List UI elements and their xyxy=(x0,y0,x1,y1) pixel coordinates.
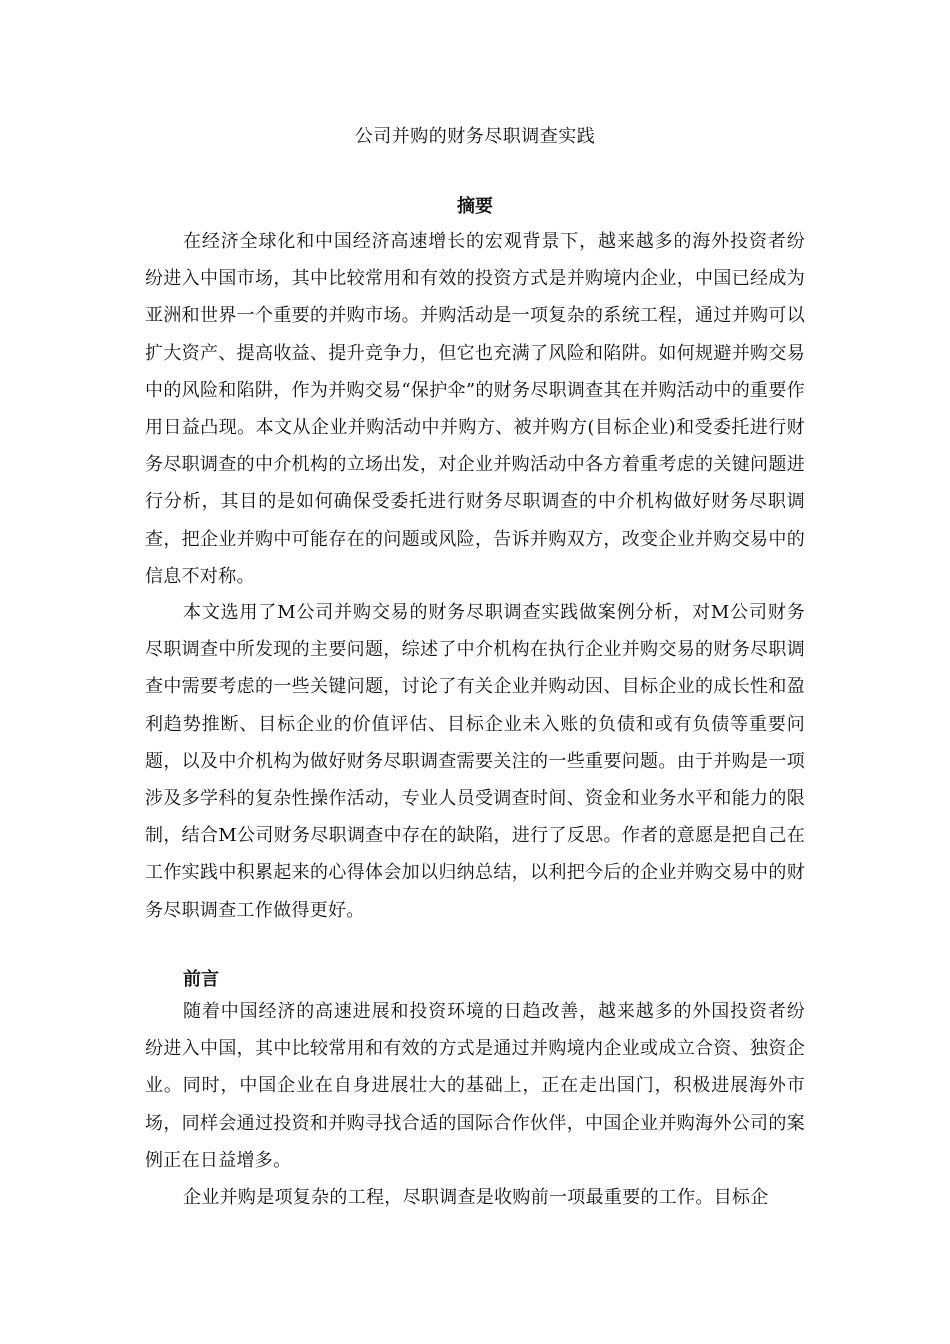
document-title: 公司并购的财务尽职调查实践 xyxy=(354,126,596,147)
preface-paragraph-1: 随着中国经济的高速进展和投资环境的日趋改善，越来越多的外国投资者纷纷进入中国，其中比较常用和有效的方式是通过并购境内企业或成立合资、独资企业。同时，中国企业在自身进展壮大的基础上，正在走出国门，积极进展海外市场，同样会通过投资和并购寻找合适的国际合作伙伴，中国企业并购海外公司的案例正在日益增多。 xyxy=(145,1001,805,1171)
abstract-paragraph-1: 在经济全球化和中国经济高速增长的宏观背景下，越来越多的海外投资者纷纷进入中国市场，其中比较常用和有效的投资方式是并购境内企业，中国已经成为亚洲和世界一个重要的并购市场。并购活动是一项复杂的系统工程，通过并购可以扩大资产、提高收益、提升竞争力，但它也充满了风险和陷阱。如何规避并购交易中的风险和陷阱，作为并购交易“保护伞”的财务尽职调查其在并购活动中的重要作用日益凸现。本文从企业并购活动中并购方、被并购方(目标企业)和受委托进行财务尽职调查的中介机构的立场出发，对企业并购活动中各方着重考虑的关键问题进行分析，其目的是如何确保受委托进行财务尽职调查的中介机构做好财务尽职调查，把企业并购中可能存在的问题或风险，告诉并购双方，改变企业并购交易中的信息不对称。 xyxy=(145,231,805,587)
preface-paragraph-2: 企业并购是项复杂的工程，尽职调查是收购前一项最重要的工作。目标企 xyxy=(183,1187,769,1208)
abstract-paragraph-2: 本文选用了M公司并购交易的财务尽职调查实践做案例分析，对M公司财务尽职调查中所发现的主要问题，综述了中介机构在执行企业并购交易的财务尽职调查中需要考虑的一些关键问题，讨论了有关企业并购动因、目标企业的成长性和盈利趋势推断、目标企业的价值评估、目标企业未入账的负债和或有负债等重要问题，以及中介机构为做好财务尽职调查需要关注的一些重要问题。由于并购是一项涉及多学科的复杂性操作活动，专业人员受调查时间、资金和业务水平和能力的限制，结合M公司财务尽职调查中存在的缺陷，进行了反思。作者的意愿是把自己在工作实践中积累起来的心得体会加以归纳总结，以利把今后的企业并购交易中的财务尽职调查工作做得更好。 xyxy=(145,602,805,921)
abstract-heading: 摘要 xyxy=(457,196,493,217)
preface-heading: 前言 xyxy=(183,969,219,990)
